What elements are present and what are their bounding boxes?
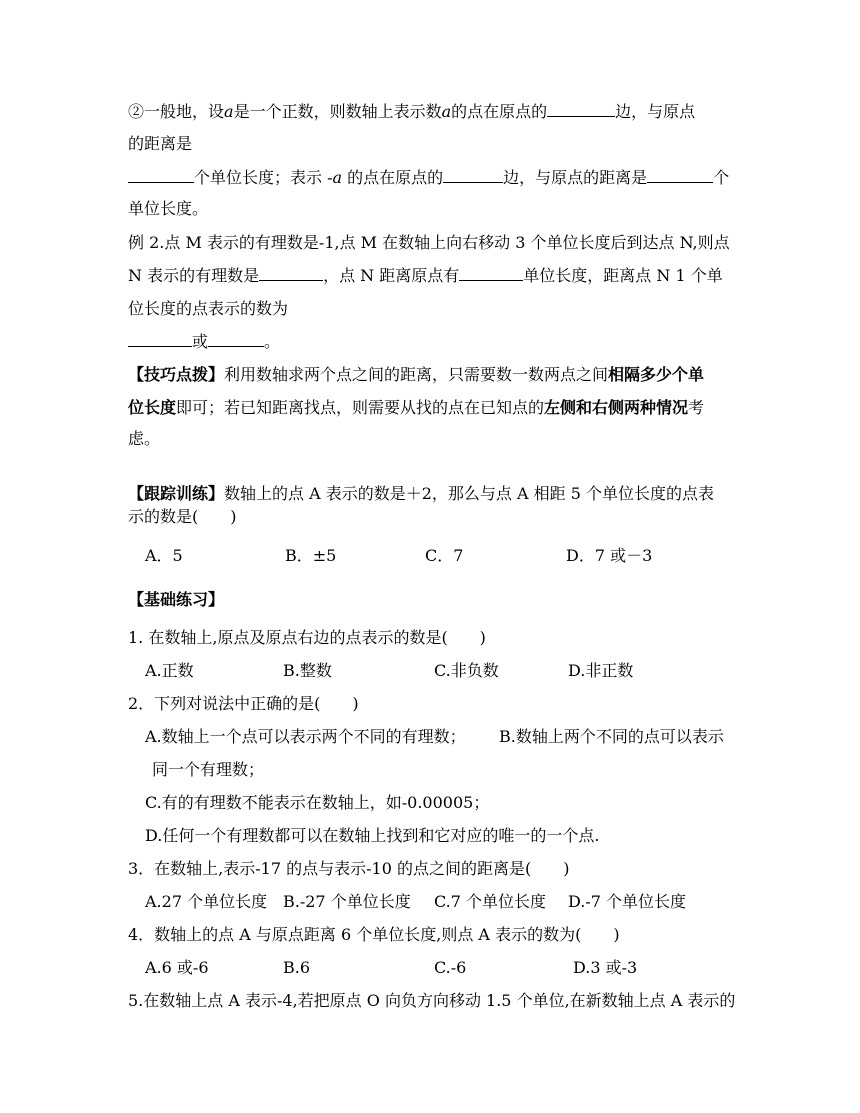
- tip-line3: [128, 428, 160, 450]
- track-label: 【跟踪训练】: [128, 484, 225, 503]
- example2-line4: [128, 331, 280, 353]
- answer-blank[interactable]: [208, 331, 264, 347]
- text: 利用数轴求两个点之间的距离，只需要数一数两点之间: [224, 365, 609, 384]
- q2-option-c[interactable]: C.有的有理数不能表示在数轴上，如-0.00005；: [145, 793, 490, 812]
- text: 边，与原点的距离是: [503, 168, 648, 187]
- text: 2．下列对说法中正确的是( ): [128, 694, 359, 713]
- answer-blank[interactable]: [459, 265, 523, 281]
- q2-option-b-cont: 同一个有理数；: [152, 760, 265, 779]
- tip-label: 【技巧点拨】: [128, 365, 225, 384]
- track-option-b[interactable]: B．±5: [285, 546, 337, 565]
- text: 是一个正数，则数轴上表示数: [233, 102, 442, 121]
- q1-option-d[interactable]: D.非正数: [568, 661, 634, 680]
- track-option-c[interactable]: C．7: [425, 546, 464, 565]
- q1-option-a[interactable]: A.正数: [145, 661, 194, 680]
- para1-line1: [128, 101, 695, 123]
- basic-label: 【基础练习】: [128, 590, 225, 609]
- track-line2: [128, 506, 237, 528]
- text: 的点在原点的: [451, 102, 548, 121]
- text: 边，与原点: [615, 102, 696, 121]
- text: 1. 在数轴上,原点及原点右边的点表示的数是( ): [128, 628, 486, 647]
- q4-option-c[interactable]: C.-6: [434, 958, 467, 977]
- para1-line3: [128, 167, 729, 189]
- text: 单位长度。: [128, 199, 209, 218]
- q4-option-b[interactable]: B.6: [283, 958, 311, 977]
- q4-option-d[interactable]: D.3 或-3: [573, 958, 638, 977]
- q3-option-b[interactable]: B.-27 个单位长度: [283, 892, 411, 911]
- para1-line2: [128, 133, 192, 155]
- basic-q3: [128, 858, 569, 880]
- tip-line1: [128, 364, 704, 386]
- basic-q5: [128, 990, 735, 1012]
- text: 个单位长度；表示: [194, 168, 323, 187]
- basic-q2: [128, 693, 359, 715]
- text: 位长度的点表示的数为: [128, 299, 289, 318]
- q1-option-b[interactable]: B.整数: [283, 661, 332, 680]
- para1-line4: [128, 198, 208, 220]
- track-option-a[interactable]: A．5: [145, 546, 183, 565]
- text: 即可；若已知距离找点，则需要从找的点在已知点的: [176, 398, 545, 417]
- bold-text: 位长度: [128, 398, 177, 417]
- bold-text: 相隔多少个单: [608, 365, 705, 384]
- q3-option-a[interactable]: A.27 个单位长度: [145, 892, 268, 911]
- text: 例 2.点 M 表示的有理数是-1,点 M 在数轴上向右移动 3 个单位长度后到达点 N,则点: [128, 233, 730, 252]
- text: 个: [713, 168, 730, 187]
- q2-option-b[interactable]: B.数轴上两个不同的点可以表示: [499, 727, 724, 746]
- text: 虑。: [128, 429, 161, 448]
- var-a: a: [224, 102, 234, 121]
- answer-blank[interactable]: [443, 167, 503, 183]
- text: 或: [192, 332, 209, 351]
- example2-line3: [128, 298, 288, 320]
- text: 的点在原点的: [347, 168, 444, 187]
- text: 单位长度，距离点 N 1 个单: [523, 266, 723, 285]
- text: N 表示的有理数是: [128, 266, 260, 285]
- text: ②一般地，设: [128, 102, 225, 121]
- text: 5.在数轴上点 A 表示-4,若把原点 O 向负方向移动 1.5 个单位,在新数轴上点 A 表示的: [128, 991, 736, 1010]
- text: 3．在数轴上,表示-17 的点与表示-10 的点之间的距离是( ): [128, 859, 570, 878]
- basic-q1: [128, 627, 486, 649]
- example2-line1: [128, 232, 730, 254]
- text: 示的数是( ): [128, 507, 237, 526]
- text: 的距离是: [128, 134, 193, 153]
- basic-q4: [128, 924, 620, 946]
- track-line1: [128, 483, 714, 505]
- q3-option-c[interactable]: C.7 个单位长度: [434, 892, 547, 911]
- q2-option-d[interactable]: D.任何一个有理数都可以在数轴上找到和它对应的唯一的一个点.: [145, 826, 600, 845]
- basic-heading: [128, 589, 224, 611]
- example2-line2: [128, 265, 723, 287]
- answer-blank[interactable]: [128, 167, 194, 183]
- text: 数轴上的点 A 表示的数是＋2，那么与点 A 相距 5 个单位长度的点表: [224, 484, 715, 503]
- neg-a: -a: [327, 168, 343, 187]
- q4-option-a[interactable]: A.6 或-6: [145, 958, 209, 977]
- track-option-d[interactable]: D．7 或－3: [566, 546, 653, 565]
- answer-blank[interactable]: [128, 331, 192, 347]
- text: 。: [264, 332, 281, 351]
- q1-option-c[interactable]: C.非负数: [434, 661, 499, 680]
- tip-line2: [128, 397, 704, 419]
- q3-option-d[interactable]: D.-7 个单位长度: [568, 892, 687, 911]
- answer-blank[interactable]: [647, 167, 713, 183]
- answer-blank[interactable]: [259, 265, 323, 281]
- text: 考: [688, 398, 705, 417]
- text: ，点 N 距离原点有: [323, 266, 460, 285]
- q2-option-a[interactable]: A.数轴上一个点可以表示两个不同的有理数；: [145, 727, 466, 746]
- var-a: a: [441, 102, 452, 121]
- answer-blank[interactable]: [547, 101, 615, 117]
- text: 4．数轴上的点 A 与原点距离 6 个单位长度,则点 A 表示的数为( ): [128, 925, 620, 944]
- bold-text: 左侧和右侧两种情况: [544, 398, 689, 417]
